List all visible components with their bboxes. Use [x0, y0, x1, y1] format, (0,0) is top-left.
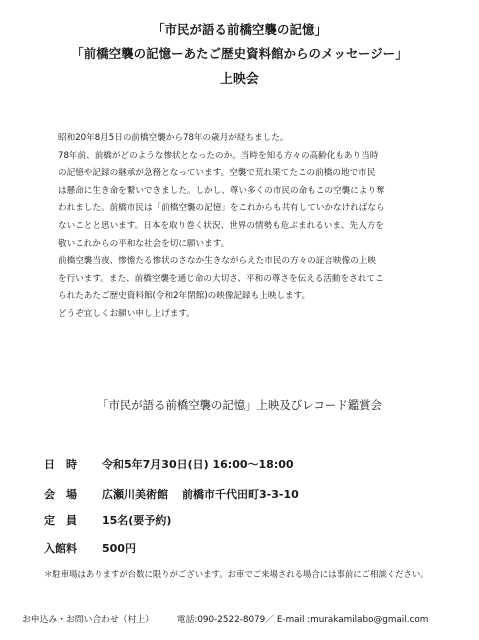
body-line: 前橋空襲当夜、惨憺たる惨状のさなか生きながらえた市民の方々の証言映像の上映 — [58, 256, 376, 267]
fee-label: 入館料 — [44, 542, 77, 555]
body-line: 敬いこれからの平和な社会を切に願います。 — [58, 238, 230, 249]
body-text — [58, 130, 438, 324]
parking-note: ＊駐車場はありますが台数に限りがございます。お車でご来場される場合には事前にご相談ください。 — [44, 569, 429, 579]
venue-address: 前橋市千代田町3-3-10 — [182, 488, 299, 501]
title-line-3: 上映会 — [220, 72, 259, 87]
body-line: どうぞ宜しくお願い申し上げます。 — [58, 308, 195, 319]
body-line: の記憶や記録の継承が急務となっています。空襲で荒れ果てたこの前橋の地で市民 — [58, 168, 376, 179]
contact-phone-email: 電話:090-2522-8079／ E-mail :murakamilabo@gmail.com — [176, 615, 429, 625]
detail-row-fee — [44, 540, 136, 556]
body-line: ないことと思います。日本を取り巻く状況、世界の情勢も危ぶまれるいま、先人方を — [58, 220, 384, 231]
capacity-value: 15名(要予約) — [102, 514, 172, 527]
venue-name: 広瀬川美術館 — [102, 488, 168, 501]
date-label: 日 時 — [44, 458, 77, 471]
detail-row-date — [44, 456, 294, 472]
body-line: 78年前、前橋がどのような惨状となったのか。当時を知る方々の高齢化もあり当時 — [58, 150, 379, 161]
body-line: は懸命に生き命を繋いできました。しかし、尊い多くの市民の命もこの空襲により奪 — [58, 185, 385, 196]
capacity-label: 定 員 — [44, 514, 77, 527]
event-title: 「市民が語る前橋空襲の記憶」上映及びレコード鑑賞会 — [97, 398, 382, 412]
body-line: われました。前橋市民は「前橋空襲の記憶」をこれからも共有していかなければなら — [58, 203, 385, 214]
contact-info — [22, 612, 428, 625]
contact-label: お申込み・お問い合わせ（村上） — [22, 615, 154, 625]
title-line-1: 「市民が語る前橋空襲の記憶」 — [152, 22, 327, 37]
detail-row-venue — [44, 486, 299, 502]
detail-row-capacity — [44, 512, 171, 528]
fee-value: 500円 — [102, 542, 136, 555]
title-line-2: 「前橋空襲の記憶ーあたご歴史資料館からのメッセージー」 — [71, 46, 408, 61]
body-line: 昭和20年8月5日の前橋空襲から78年の歳月が経ちました。 — [58, 133, 289, 143]
date-value: 令和5年7月30日(日) 16:00〜18:00 — [102, 458, 294, 471]
body-line: られたあたご歴史資料館(令和2年閉館)の映像記録も上映します。 — [58, 291, 311, 302]
body-line: を行います。また、前橋空襲を通じ命の大切さ、平和の尊さを伝える活動をされてこ — [58, 273, 384, 284]
venue-label: 会 場 — [44, 488, 77, 501]
